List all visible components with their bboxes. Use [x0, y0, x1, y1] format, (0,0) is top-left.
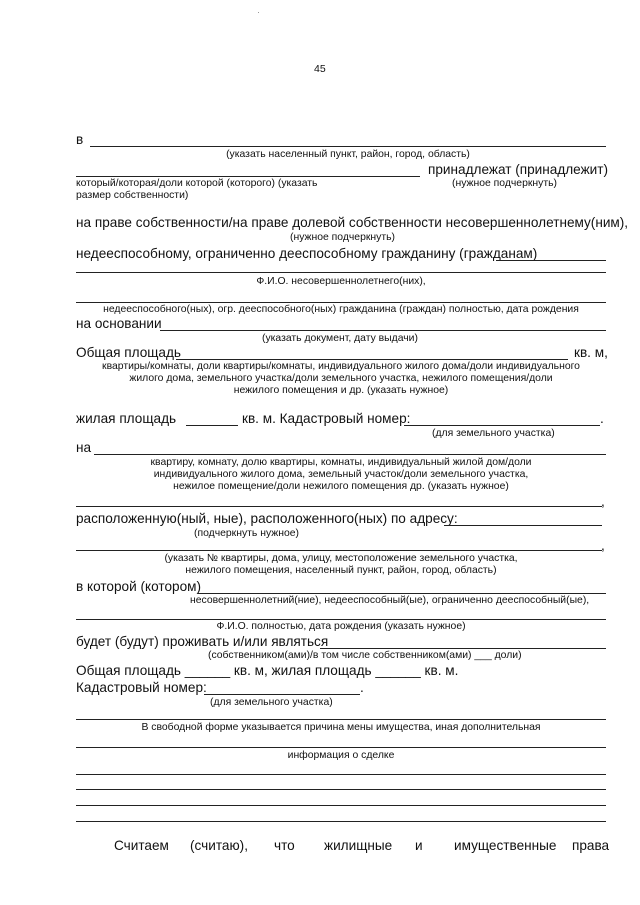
- hint-which-2: размер собственности): [76, 190, 189, 201]
- comma-2: ,: [601, 538, 605, 553]
- period-2: .: [360, 680, 364, 695]
- address-line-2: [76, 550, 602, 551]
- hint-area-1: квартиры/комнаты, доли квартиры/комнаты, индивидуального жилого дома/доли индивидуального: [102, 361, 580, 372]
- period-1: .: [600, 411, 604, 426]
- hint-underline-1: (нужное подчеркнуть): [452, 178, 557, 189]
- persons-line: [76, 619, 606, 620]
- total-area-line: [176, 359, 568, 360]
- object-line: [76, 176, 420, 177]
- word-1: Считаем: [114, 838, 169, 853]
- hint-address-2: нежилого помещения, населенный пункт, район, город, область): [185, 565, 497, 576]
- word-2: (считаю),: [190, 838, 248, 853]
- cadastral-2-line: [204, 694, 360, 695]
- basis-line: [160, 330, 606, 331]
- total-area-2-text: Общая площадь ______ кв. м, жилая площадь ______ кв. м.: [76, 663, 459, 678]
- incapable-text: недееспособному, ограниченно дееспособному гражданину (гражданам): [76, 246, 538, 261]
- word-6: имущественные: [454, 838, 557, 853]
- will-live-line: [320, 648, 606, 649]
- belong-text: принадлежат (принадлежит): [428, 162, 609, 177]
- address-line-1: [444, 525, 602, 526]
- word-5: и: [415, 838, 423, 853]
- incapable-line: [496, 260, 606, 261]
- place-line: [90, 146, 606, 147]
- hint-which-1: который/которая/доли которой (которого) (указать: [76, 178, 318, 189]
- hint-fio-dob: Ф.И.О. полностью, дата рождения (указать нужное): [216, 621, 466, 632]
- hint-area-2: жилого дома, земельного участка/доли земельного участка, нежилого помещения/доли: [129, 373, 553, 384]
- in-which-label: в которой (котором): [76, 579, 201, 594]
- label-v: в: [76, 132, 84, 147]
- hint-land: (для земельного участка): [432, 428, 555, 439]
- object-extra-line: [76, 506, 602, 507]
- scan-speck: [258, 12, 259, 13]
- hint-incapable-full: недееспособного(ных), огр. дееспособного(ных) гражданина (граждан) полностью, дата рождения: [103, 304, 579, 315]
- hint-object-3: нежилое помещение/доли нежилого помещения др. (указать нужное): [173, 481, 509, 492]
- right-ownership-text: на праве собственности/на праве долевой собственности несовершеннолетнему(ним),: [76, 215, 629, 230]
- cadastral-label: кв. м. Кадастровый номер:: [242, 411, 411, 426]
- hint-object-2: индивидуального жилого дома, земельный участок/доли земельного участка,: [153, 469, 529, 480]
- reason-line-6: [76, 821, 606, 822]
- on-line: [94, 454, 606, 455]
- hint-deal-info: информация о сделке: [287, 750, 395, 761]
- in-which-line: [198, 593, 606, 594]
- living-area-line: [186, 425, 238, 426]
- hint-address-1: (указать № квартиры, дома, улицу, местоположение земельного участка,: [164, 553, 518, 564]
- hint-area-3: нежилого помещения и др. (указать нужное): [233, 385, 449, 396]
- page-number: 45: [314, 63, 326, 75]
- hint-free-form: В свободной форме указывается причина мены имущества, иная дополнительная: [141, 722, 541, 733]
- cadastral-2-label: Кадастровый номер:: [76, 680, 207, 695]
- total-area-label: Общая площадь: [76, 345, 182, 360]
- fio-line-1: [76, 272, 606, 273]
- fio-line-2: [76, 302, 606, 303]
- comma-1: ,: [601, 494, 605, 509]
- will-live-label: будет (будут) проживать и/или являться: [76, 634, 329, 649]
- reason-line-2: [76, 747, 606, 748]
- hint-owners: (собственником(ами)/в том числе собственником(ами) ___ доли): [208, 650, 522, 661]
- hint-underline-2: (нужное подчеркнуть): [290, 232, 395, 243]
- located-label: расположенную(ный, ные), расположенного(ных) по адресу:: [76, 511, 458, 526]
- hint-land-2: (для земельного участка): [210, 697, 333, 708]
- hint-persons: несовершеннолетний(ние), недееспособный(ые), ограниченно дееспособный(ые),: [190, 595, 590, 606]
- hint-object-1: квартиру, комнату, долю квартиры, комнаты, индивидуальный жилой дом/доли: [150, 457, 532, 468]
- hint-document: (указать документ, дату выдачи): [262, 333, 418, 344]
- hint-place: (указать населенный пункт, район, город, область): [226, 149, 470, 160]
- on-label: на: [76, 440, 92, 455]
- on-basis-label: на основании: [76, 316, 162, 331]
- cadastral-line: [404, 425, 600, 426]
- reason-line-5: [76, 805, 606, 806]
- living-area-label: жилая площадь: [76, 411, 177, 426]
- reason-line-1: [76, 719, 606, 720]
- hint-underline-3: (подчеркнуть нужное): [194, 528, 299, 539]
- kv-m-label: кв. м,: [574, 345, 608, 360]
- word-7: права: [572, 838, 610, 853]
- word-3: что: [274, 838, 295, 853]
- reason-line-3: [76, 774, 606, 775]
- reason-line-4: [76, 789, 606, 790]
- word-4: жилищные: [324, 838, 393, 853]
- hint-fio-minor: Ф.И.О. несовершеннолетнего(них),: [256, 276, 426, 287]
